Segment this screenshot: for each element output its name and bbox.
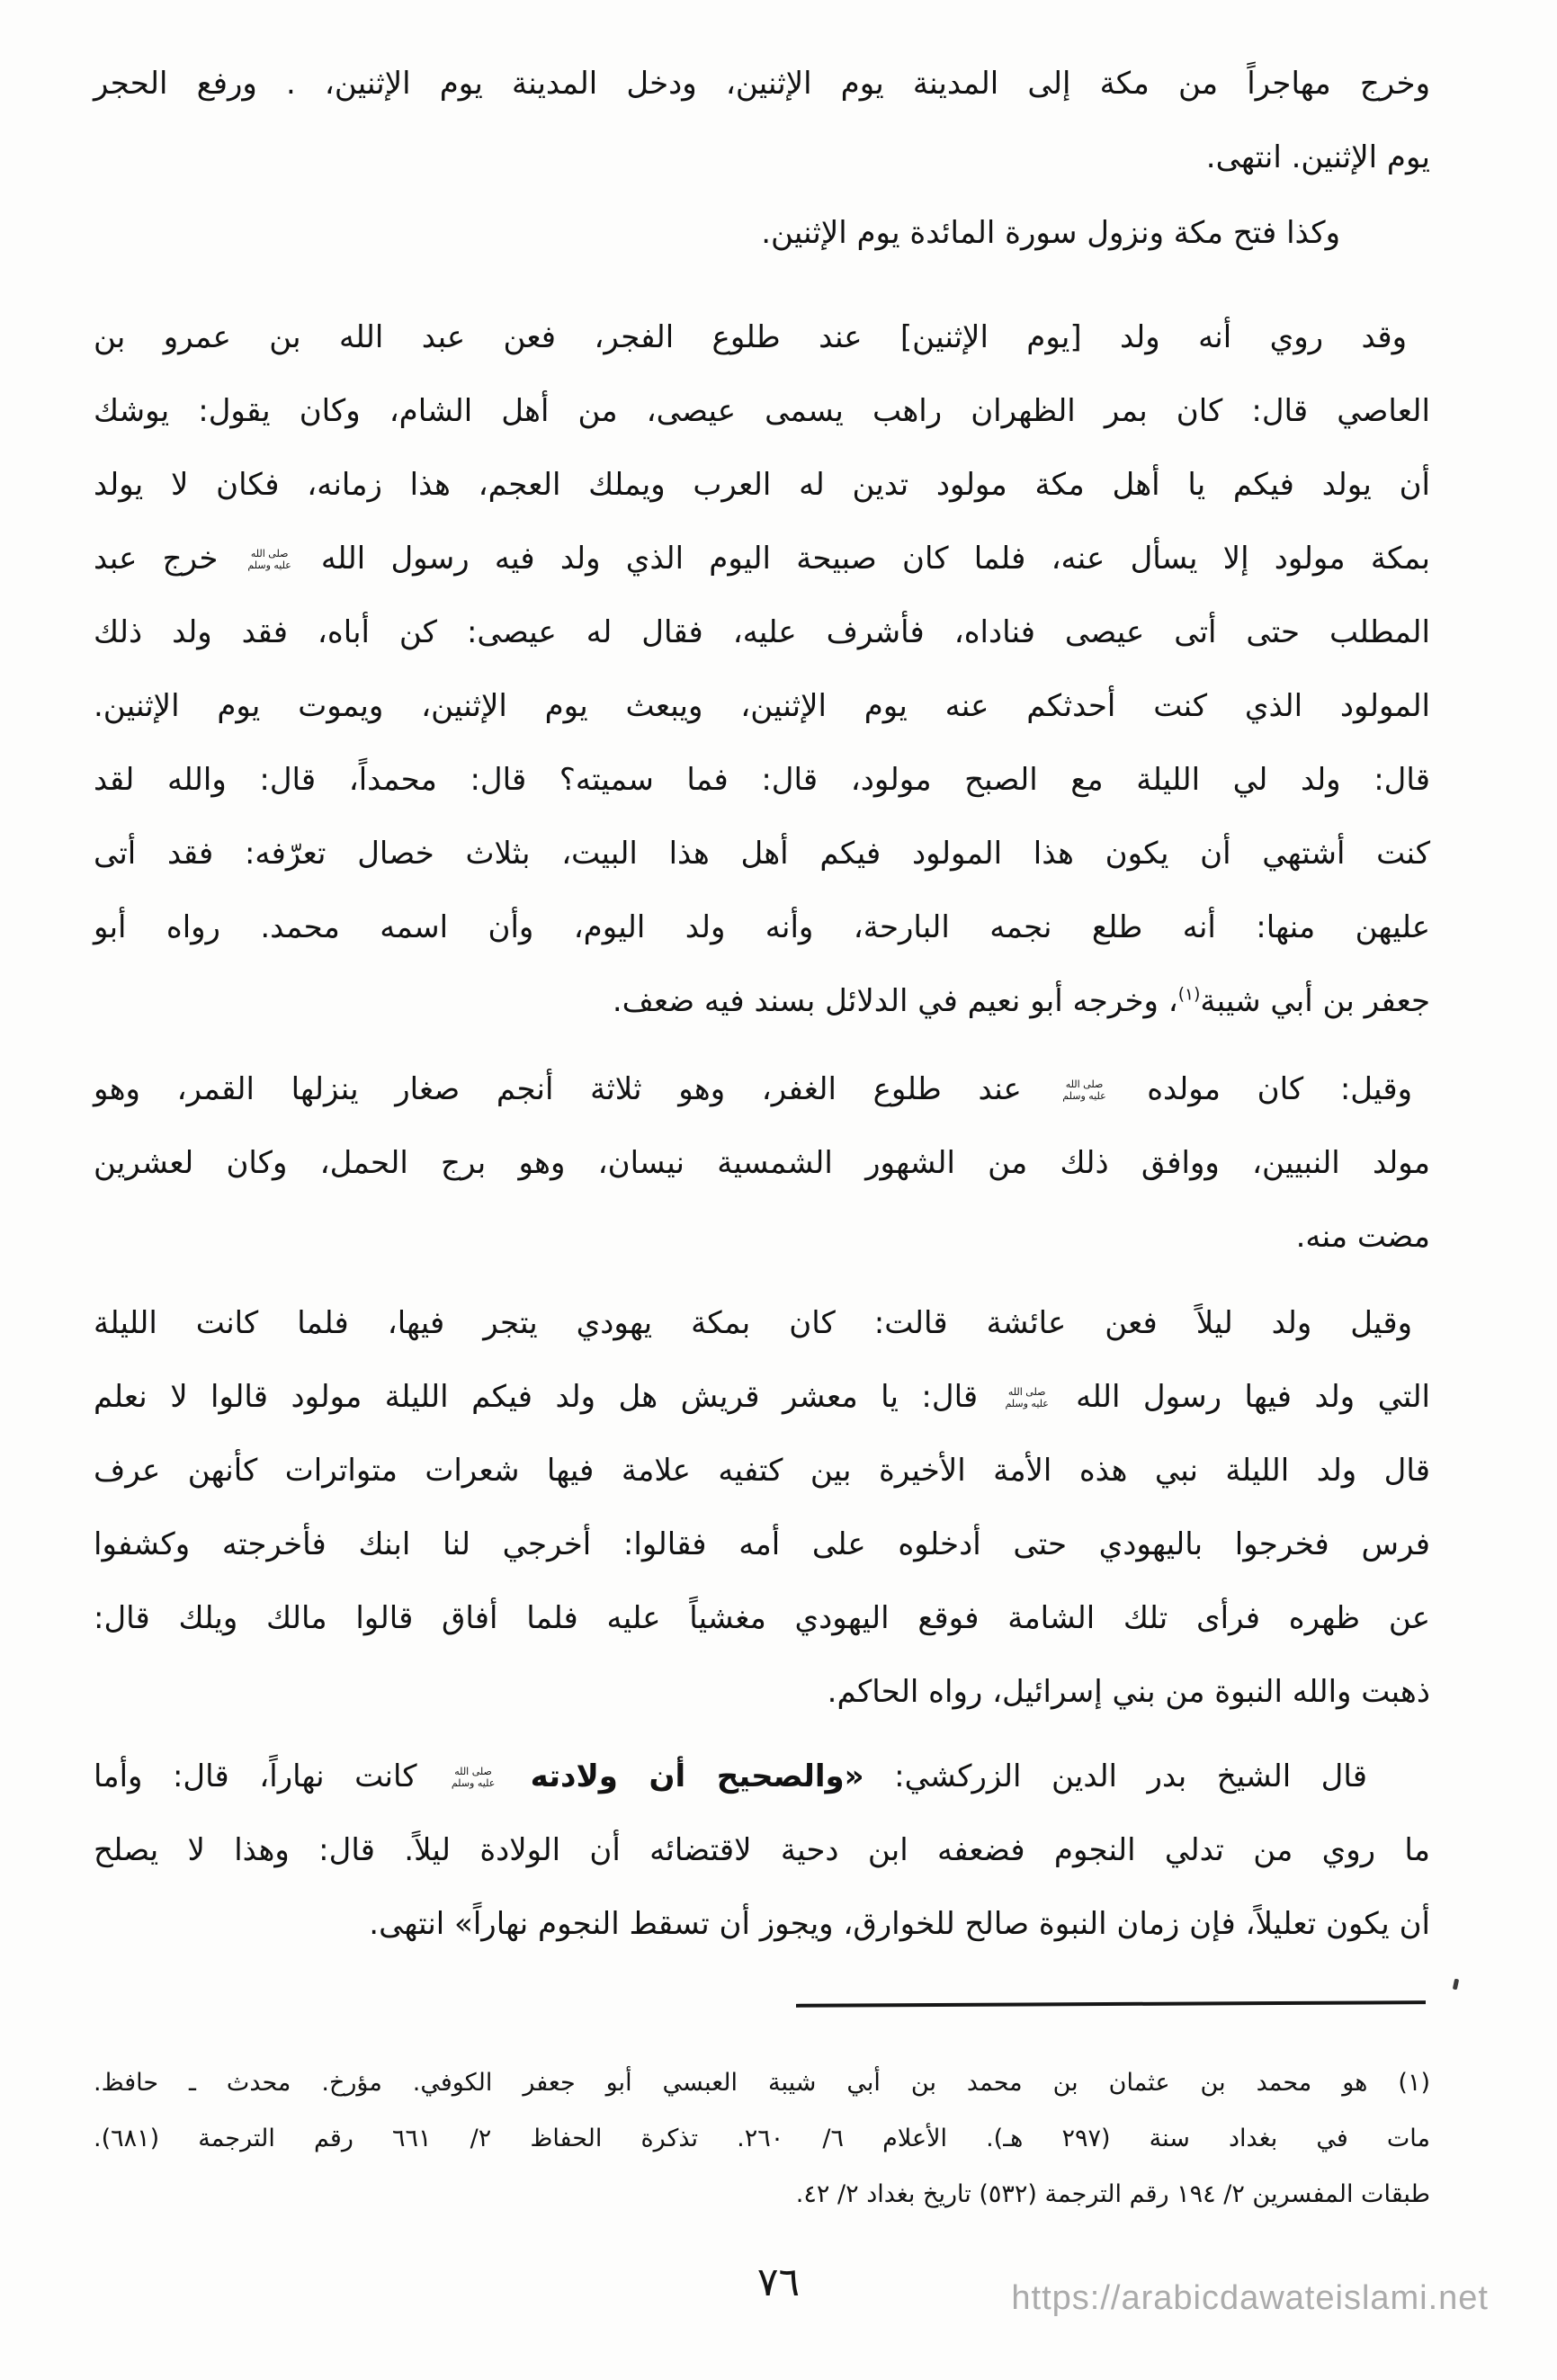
text-line xyxy=(94,2167,1430,2223)
text-run: يوم الإثنين. انتهى. xyxy=(1205,139,1430,175)
text-run: عليهن منها: أنه طلع نجمه البارحة، وأنه ولد اليوم، وأن اسمه محمد. رواه أبو xyxy=(94,909,1430,945)
pbuh-symbol: صلى الله عليه وسلم xyxy=(247,548,291,571)
text-run: وقيل: كان مولده xyxy=(1110,1071,1412,1107)
text-line xyxy=(94,964,1430,1038)
text-run: أن يولد فيكم يا أهل مكة مولود تدين له العرب ويملك العجم، هذا زمانه، فكان لا يولد xyxy=(94,467,1430,503)
text-line xyxy=(94,522,1430,595)
text-line xyxy=(94,1887,1430,1961)
text-line xyxy=(94,300,1430,374)
paragraph xyxy=(94,300,1430,1038)
pbuh-symbol: صلى الله عليه وسلم xyxy=(1005,1386,1049,1409)
text-line xyxy=(94,1813,1430,1887)
text-line xyxy=(94,743,1430,817)
text-run: كنت أشتهي أن يكون هذا المولود فيكم أهل هذا البيت، بثلاث خصال تعرّفه: فقد أتى xyxy=(94,836,1430,872)
text-run: وقيل ولد ليلاً فعن عائشة قالت: كان بمكة يهودي يتجر فيها، فلما كانت الليلة xyxy=(94,1305,1412,1341)
pbuh-symbol: صلى الله عليه وسلم xyxy=(1062,1078,1106,1102)
footnote-separator xyxy=(796,2000,1426,2008)
footnote-block xyxy=(94,2055,1430,2223)
text-run: وخرج مهاجراً من مكة إلى المدينة يوم الإثنين، ودخل المدينة يوم الإثنين، . ورفع الحجر xyxy=(94,66,1430,102)
text-run: ، وخرجه أبو نعيم في الدلائل بسند فيه ضعف. xyxy=(612,983,1178,1019)
text-line xyxy=(94,121,1430,194)
text-line xyxy=(94,1508,1430,1581)
text-run: المطلب حتى أتى عيصى فناداه، فأشرف عليه، فقال له عيصى: كن أباه، فقد ولد ذلك xyxy=(94,614,1430,650)
text-run: بمكة مولود إلا يسأل عنه، فلما كان صبيحة اليوم الذي ولد فيه رسول الله xyxy=(295,541,1430,577)
text-line xyxy=(94,1740,1430,1813)
text-run: مات في بغداد سنة (٢٩٧ هـ). الأعلام ٦/ ٢٦٠. تذكرة الحفاظ ٢/ ٦٦١ رقم الترجمة (٦٨١). xyxy=(94,2125,1430,2152)
paragraph xyxy=(94,196,1430,270)
text-run: المولود الذي كنت أحدثكم عنه يوم الإثنين، ويبعث يوم الإثنين، ويموت يوم الإثنين. xyxy=(94,688,1430,724)
text-run: عن ظهره فرأى تلك الشامة فوقع اليهودي مغشياً عليه فلما أفاق قالوا مالك ويلك قال: xyxy=(94,1600,1430,1636)
footnote-ref: (١) xyxy=(1177,985,1201,1005)
text-run: مضت منه. xyxy=(1295,1219,1430,1255)
text-run: قال ولد الليلة نبي هذه الأمة الأخيرة بين كتفيه علامة فيها شعرات متواترات كأنهن عرف xyxy=(94,1453,1430,1489)
ink-speck xyxy=(1453,1979,1459,1991)
text-run: كانت نهاراً، قال: وأما xyxy=(94,1758,448,1794)
text-run: التي ولد فيها رسول الله xyxy=(1052,1379,1430,1415)
text-run: وكذا فتح مكة ونزول سورة المائدة يوم الإثنين. xyxy=(761,215,1340,251)
text-line xyxy=(94,1286,1430,1360)
text-line xyxy=(94,817,1430,890)
text-run: خرج عبد xyxy=(94,541,244,577)
text-run: قال: ولد لي الليلة مع الصبح مولود، قال: فما سميته؟ قال: محمداً، قال: والله لقد xyxy=(94,762,1430,798)
text-run: مولد النبيين، ووافق ذلك من الشهور الشمسية نيسان، وهو برج الحمل، وكان لعشرين xyxy=(94,1145,1430,1181)
text-line xyxy=(94,448,1430,522)
text-line xyxy=(94,1434,1430,1508)
text-line xyxy=(94,595,1430,669)
text-line xyxy=(94,1200,1430,1274)
text-line xyxy=(94,47,1430,121)
text-line xyxy=(94,2111,1430,2167)
text-line xyxy=(94,196,1430,270)
text-run: أن يكون تعليلاً، فإن زمان النبوة صالح للخوارق، ويجوز أن تسقط النجوم نهاراً» انتهى. xyxy=(369,1906,1430,1942)
text-run: عند طلوع الغفر، وهو ثلاثة أنجم صغار ينزلها القمر، وهو xyxy=(94,1071,1059,1107)
paragraph xyxy=(94,1052,1430,1274)
text-line xyxy=(94,1052,1430,1126)
paragraph xyxy=(94,1740,1430,1961)
bold-text: «والصحيح أن ولادته xyxy=(499,1758,864,1794)
text-line xyxy=(94,2055,1430,2111)
paragraph xyxy=(94,47,1430,194)
site-watermark: https://arabicdawateislami.net xyxy=(1011,2279,1489,2317)
text-line xyxy=(94,374,1430,448)
text-run: العاصي قال: كان بمر الظهران راهب يسمى عيصى، من أهل الشام، وكان يقول: يوشك xyxy=(94,393,1430,429)
text-run: ذهبت والله النبوة من بني إسرائيل، رواه الحاكم. xyxy=(827,1674,1430,1710)
text-run: جعفر بن أبي شيبة xyxy=(1200,983,1430,1019)
text-run: قال: يا معشر قريش هل ولد فيكم الليلة مولود قالوا لا نعلم xyxy=(94,1379,1001,1415)
paragraph xyxy=(94,1286,1430,1729)
text-run: طبقات المفسرين ٢/ ١٩٤ رقم الترجمة (٥٣٢) تاريخ بغداد ٢/ ٤٢. xyxy=(795,2180,1430,2208)
text-run: ما روي من تدلي النجوم فضعفه ابن دحية لاقتضائه أن الولادة ليلاً. قال: وهذا لا يصلح xyxy=(94,1832,1430,1868)
text-run: وقد روي أنه ولد [يوم الإثنين] عند طلوع الفجر، فعن عبد الله بن عمرو بن xyxy=(94,319,1407,355)
text-line xyxy=(94,1360,1430,1434)
text-line xyxy=(94,669,1430,743)
text-run: فرس فخرجوا باليهودي حتى أدخلوه على أمه فقالوا: أخرجي لنا ابنك فأخرجته وكشفوا xyxy=(94,1526,1430,1562)
text-line xyxy=(94,1655,1430,1729)
text-run: (١) هو محمد بن عثمان بن محمد بن أبي شيبة العبسي أبو جعفر الكوفي. مؤرخ. محدث ـ حافظ. xyxy=(94,2069,1430,2097)
text-line xyxy=(94,1126,1430,1200)
text-run: قال الشيخ بدر الدين الزركشي: xyxy=(864,1758,1367,1794)
text-line xyxy=(94,890,1430,964)
page-number: ٧٦ xyxy=(756,2259,801,2305)
page-body xyxy=(94,0,1430,1961)
pbuh-symbol: صلى الله عليه وسلم xyxy=(451,1766,496,1789)
text-line xyxy=(94,1581,1430,1655)
